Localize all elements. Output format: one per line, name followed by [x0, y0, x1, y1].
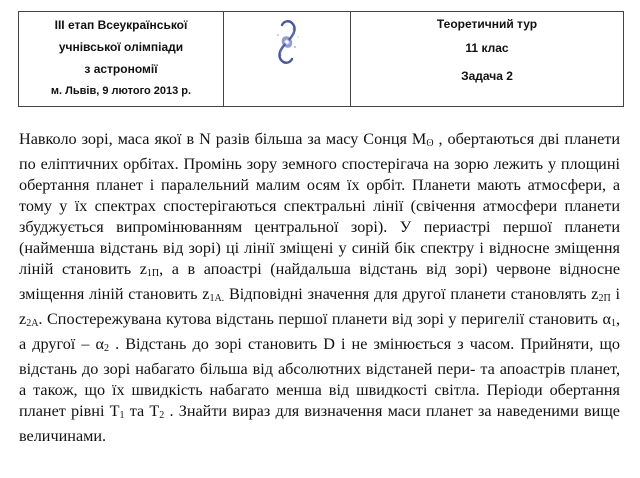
header-table: [18, 11, 624, 107]
text-segment: , обертаються дві планети по еліптичних орбітах. Промінь зору земного спостерігача на зорю лежить у площині обертання планет і паралельний малим осям їх орбіт. Планети мають атмосфери, а тому у їх спектрах спостерігаються спектральні лінії (свічення атмосфери планети збуджується випромінюванням центральної зорі). У периастрі першої планети (найменша відстань від зорі) ці лінії зміщені у синій бік спектру і відносне зміщення ліній становить z: [19, 130, 620, 278]
text-segment: , а другої – α: [19, 310, 620, 353]
text-segment: та T: [124, 402, 160, 420]
subscript: 1: [119, 410, 125, 421]
olympiad-place-date: м. Львів, 9 лютого 2013 р.: [50, 85, 192, 97]
text-segment: , а в апоастрі (найдальша відстань від зорі) червоне відносне зміщення ліній становить z: [19, 260, 621, 303]
text-segment: . Знайти вираз для визначення маси планет за наведеними вище величинами.: [19, 402, 620, 445]
text-segment: . Відстань до зорі становить D і не змінюється з часом. Прийняти, що відстань до зорі набагато більша від абсолютних відстаней пери- та апоастрів планет, а також, що їх швидкість набагато менша від швидкості світла. Періоди обертання планет рівні T: [19, 335, 621, 420]
problem-number: Задача 2: [461, 69, 513, 83]
text-segment: і z: [19, 285, 621, 328]
header-logo-cell: [224, 12, 351, 107]
spiral-galaxy-icon: [262, 17, 312, 67]
header-right-cell: [351, 12, 624, 107]
round-type: Теоретичний тур: [436, 17, 538, 31]
olympiad-type: учнівської олімпіади: [58, 40, 184, 54]
sun-symbol-subscript: ʘ: [426, 138, 434, 149]
text-segment: Відповідні значення для другої планети становлять z: [224, 285, 599, 303]
subscript: 2А: [26, 318, 39, 329]
subscript: 1: [610, 318, 616, 329]
olympiad-subject: з астрономії: [84, 62, 158, 76]
problem-statement: [19, 129, 620, 447]
olympiad-stage: ІІІ етап Всеукраїнської: [54, 18, 188, 32]
subscript: 2: [159, 410, 165, 421]
subscript: 1А.: [209, 293, 225, 304]
text-segment: Навколо зорі, маса якої в N разів більша за масу Сонця M: [19, 130, 427, 148]
subscript: 2П: [598, 293, 611, 304]
text-segment: . Спостережувана кутова відстань першої планети від зорі у перигелії становить α: [38, 310, 611, 328]
subscript: 2: [104, 343, 110, 354]
grade-level: 11 клас: [465, 41, 509, 55]
header-left-cell: [19, 12, 224, 107]
subscript: 1П: [146, 268, 160, 279]
